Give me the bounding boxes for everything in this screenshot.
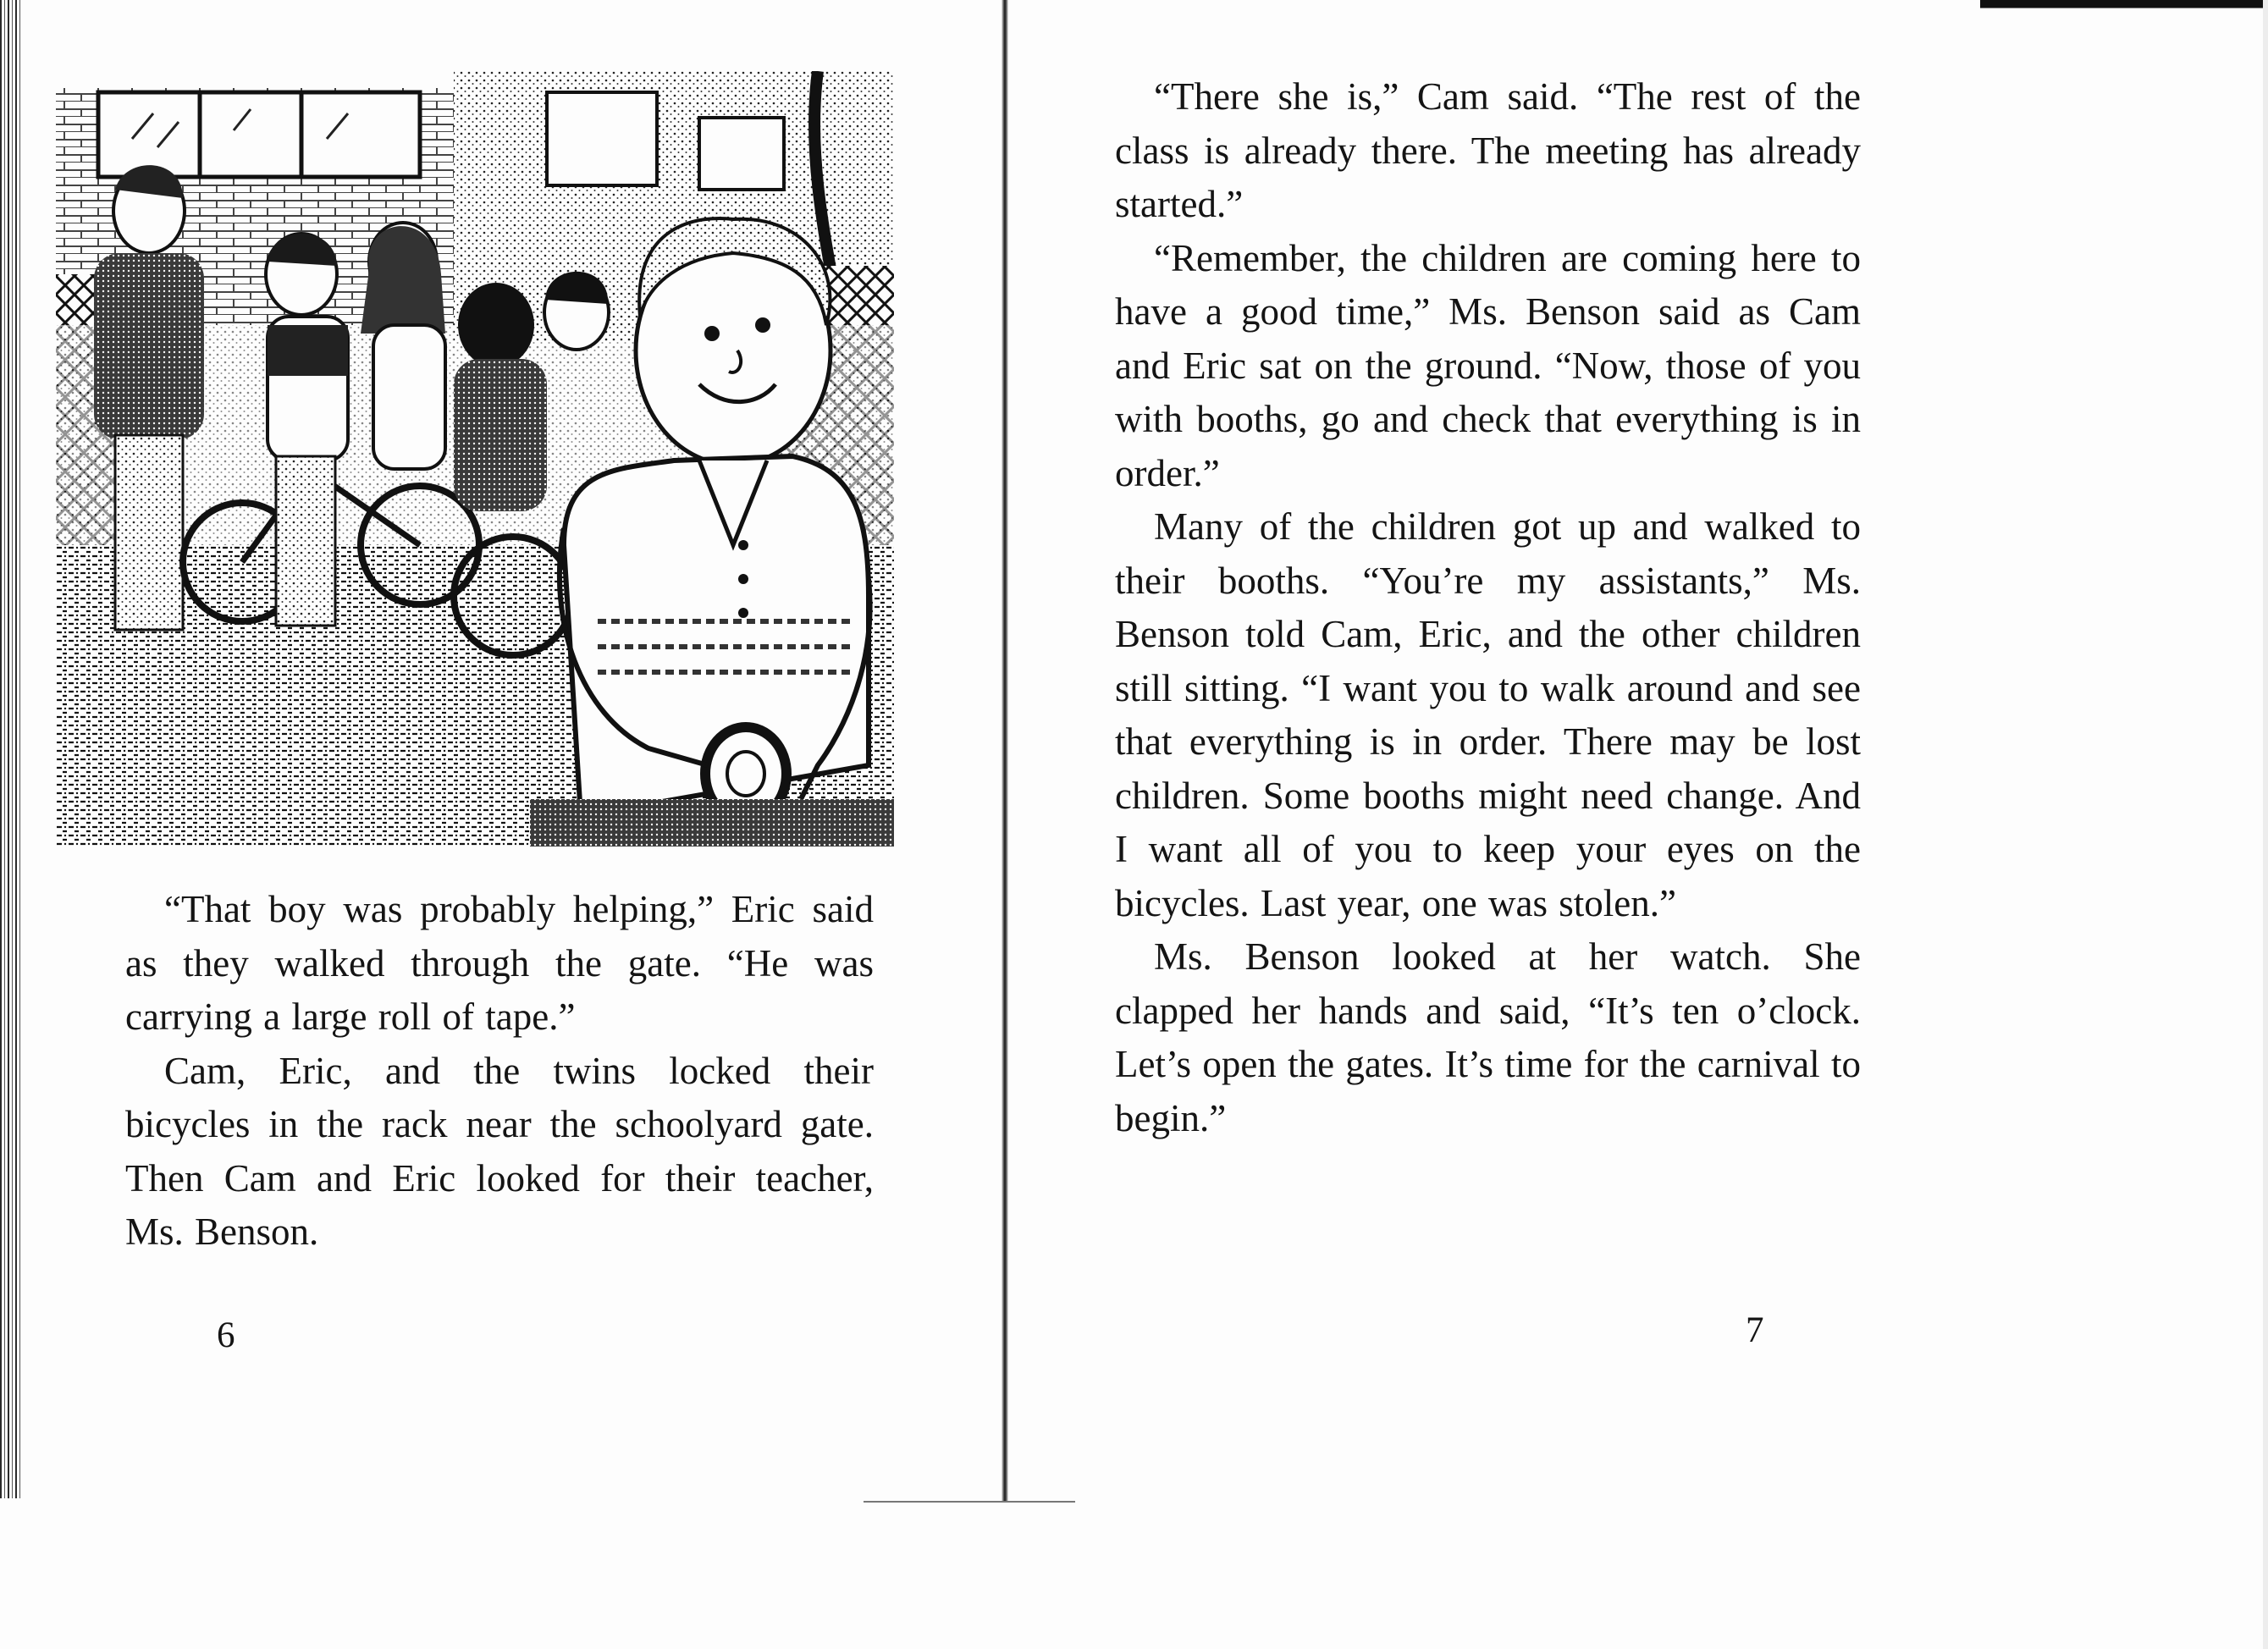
page-number: 7 — [1746, 1310, 1764, 1350]
paragraph: “Remember, the children are coming here to have a good time,” Ms. Benson said as Cam and Eric sat on the ground. “Now, those of you with booths, go and check that everything is in order.” — [1115, 236, 1861, 494]
paragraph: Cam, Eric, and the twins locked their bicycles in the rack near the schoolyard gate. Then Cam and Eric looked for their teacher, Ms. Benson. — [125, 1049, 874, 1253]
scan-edge-right — [2263, 0, 2268, 1649]
left-page — [0, 0, 1002, 1649]
illustration-drawing — [56, 71, 894, 847]
paragraph: “There she is,” Cam said. “The rest of the class is already there. The meeting has already started.” — [1115, 75, 1861, 225]
book-gutter — [1002, 0, 1008, 1503]
paragraph: Ms. Benson looked at her watch. She clapped her hands and said, “It’s ten o’clock. Let’s open the gates. It’s time for the carnival to begin.” — [1115, 935, 1861, 1139]
paragraph: Many of the children got up and walked to their booths. “You’re my assistants,” Ms. Benson told Cam, Eric, and the other children still sitting. “I want you to walk around and see that everything is in order. There may be lost children. Some booths might need change. And I want all of you to keep your eyes on the bicycles. Last year, one was stolen.” — [1115, 505, 1861, 924]
left-page-text — [125, 883, 874, 1260]
illustration-children-with-bicycles — [56, 71, 894, 847]
right-page-text — [1115, 70, 1861, 1145]
right-page — [1008, 0, 2261, 1649]
paragraph: “That boy was probably helping,” Eric said as they walked through the gate. “He was carrying a large roll of tape.” — [125, 888, 874, 1038]
page-number: 6 — [217, 1315, 235, 1355]
